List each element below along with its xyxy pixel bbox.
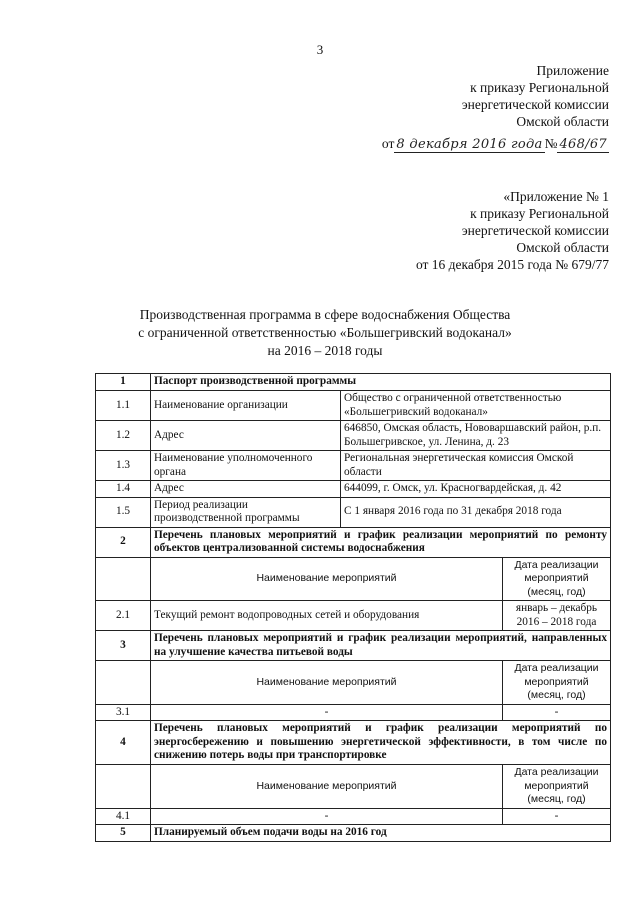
section-row-4 [96,721,611,765]
row-label: Наименование организации [151,391,341,421]
row-value: С 1 января 2016 года по 31 декабря 2018 года [341,497,611,527]
appendix-inner-line-2: к приказу Региональной [470,206,609,221]
row-number: 2.1 [96,601,151,631]
column-header-row [96,661,611,705]
empty-cell [96,557,151,601]
section-number: 5 [96,825,151,842]
column-header-row [96,557,611,601]
table-row [96,808,611,825]
table-row [96,421,611,451]
appendix-inner-line-1: «Приложение № 1 [503,189,609,204]
column-header-date: Дата реализации мероприятий (месяц, год) [503,661,611,705]
table-row [96,497,611,527]
column-header-date: Дата реализации мероприятий (месяц, год) [503,557,611,601]
column-header-row [96,765,611,809]
document-title [90,306,560,360]
section-title: Планируемый объем подачи воды на 2016 год [151,825,611,842]
empty-cell [96,661,151,705]
section-row-3 [96,631,611,661]
activity-date: январь – декабрь 2016 – 2018 года [503,601,611,631]
row-value: Общество с ограниченной ответственностью «Большегривский водоканал» [341,391,611,421]
appendix-inner-line-4: Омской области [516,240,609,255]
table-row [96,451,611,481]
row-number: 1.2 [96,421,151,451]
section-title: Перечень плановых мероприятий и график реализации мероприятий по ремонту объектов централизованной системы водоснабжения [151,527,611,557]
table-row [96,481,611,498]
handwritten-order-date: 8 декабря 2016 года [396,137,543,152]
row-number: 4.1 [96,808,151,825]
order-prefix: от [381,136,395,151]
page-number: 3 [316,42,324,57]
row-label: Наименование уполномоченного органа [151,451,341,481]
column-header-name: Наименование мероприятий [151,661,503,705]
title-line-2: с ограниченной ответственностью «Большегривский водоканал» [138,325,512,340]
table-row [96,704,611,721]
activity-name: - [151,808,503,825]
section-row-5 [96,825,611,842]
appendix-inner [416,188,609,273]
appendix-inner-line-5: от 16 декабря 2015 года № 679/77 [415,257,609,272]
row-label: Адрес [151,481,341,498]
table-row [96,601,611,631]
empty-cell [96,765,151,809]
section-title: Перечень плановых мероприятий и график реализации мероприятий по энергосбережению и повышению энергетической эффективности, в том числе по снижению потерь воды при транспортировке [151,721,611,765]
handwritten-order-number: 468/67 [559,137,607,152]
appendix-top-line-3: энергетической комиссии [461,97,609,112]
appendix-top-line-2: к приказу Региональной [470,80,609,95]
row-number: 3.1 [96,704,151,721]
activity-name: - [151,704,503,721]
row-value: Региональная энергетическая комиссия Омской области [341,451,611,481]
title-line-1: Производственная программа в сфере водоснабжения Общества [139,307,511,322]
section-title: Перечень плановых мероприятий и график реализации мероприятий, направленных на улучшение качества питьевой воды [151,631,611,661]
column-header-name: Наименование мероприятий [151,765,503,809]
section-number: 4 [96,721,151,765]
appendix-top-line-4: Омской области [516,114,609,129]
section-title: Паспорт производственной программы [151,374,611,391]
table-row [96,391,611,421]
row-value: 646850, Омская область, Нововаршавский район, р.п. Большегривское, ул. Ленина, д. 23 [341,421,611,451]
column-header-date: Дата реализации мероприятий (месяц, год) [503,765,611,809]
program-table [95,373,611,842]
column-header-name: Наименование мероприятий [151,557,503,601]
row-label: Период реализации производственной программы [151,497,341,527]
row-label: Адрес [151,421,341,451]
row-number: 1.1 [96,391,151,421]
order-reference [382,135,609,153]
section-number: 2 [96,527,151,557]
section-row-2 [96,527,611,557]
row-number: 1.4 [96,481,151,498]
order-number-prefix: № [544,136,558,151]
activity-name: Текущий ремонт водопроводных сетей и оборудования [151,601,503,631]
row-number: 1.5 [96,497,151,527]
section-number: 3 [96,631,151,661]
row-number: 1.3 [96,451,151,481]
activity-date: - [503,808,611,825]
appendix-top [382,62,609,153]
activity-date: - [503,704,611,721]
row-value: 644099, г. Омск, ул. Красногвардейская, д. 42 [341,481,611,498]
section-row-1 [96,374,611,391]
appendix-inner-line-3: энергетической комиссии [461,223,609,238]
title-line-3: на 2016 – 2018 годы [267,343,383,358]
section-number: 1 [96,374,151,391]
appendix-top-line-1: Приложение [536,63,609,78]
